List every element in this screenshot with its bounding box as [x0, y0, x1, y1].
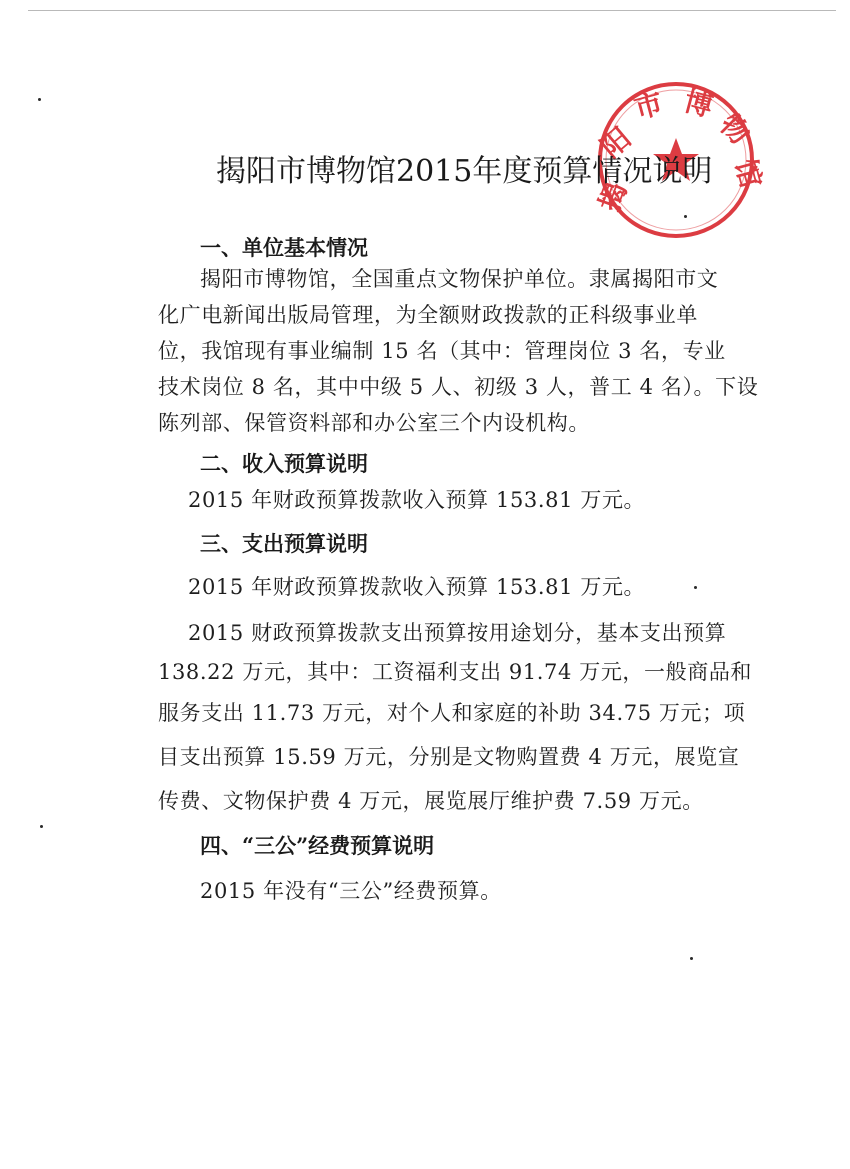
svg-text:馆: 馆 [728, 155, 768, 192]
paragraph-line: 目支出预算 15.59 万元，分别是文物购置费 4 万元，展览宣 [158, 745, 740, 769]
paragraph-line: 传费、文物保护费 4 万元，展览展厅维护费 7.59 万元。 [158, 789, 704, 813]
paragraph-line: 服务支出 11.73 万元，对个人和家庭的补助 34.75 万元；项 [158, 701, 746, 725]
scan-speck [684, 215, 687, 218]
section-heading-basic-info: 一、单位基本情况 [200, 235, 368, 260]
scan-speck [40, 825, 43, 828]
svg-text:物: 物 [713, 107, 757, 151]
svg-text:揭: 揭 [592, 177, 634, 216]
paragraph-line: 138.22 万元，其中：工资福利支出 91.74 万元，一般商品和 [158, 660, 753, 684]
section-heading-three-public: 四、“三公”经费预算说明 [200, 833, 435, 858]
paragraph-line: 2015 年财政预算拨款收入预算 153.81 万元。 [188, 575, 646, 599]
paragraph-line: 位，我馆现有事业编制 15 名（其中：管理岗位 3 名，专业 [158, 339, 726, 363]
section-heading-expenditure: 三、支出预算说明 [200, 531, 368, 556]
svg-text:博: 博 [680, 84, 717, 124]
document-title: 揭阳市博物馆2015年度预算情况说明 [216, 154, 713, 189]
paragraph-line: 2015 年没有“三公”经费预算。 [200, 879, 502, 903]
paragraph-line: 2015 财政预算拨款支出预算按用途划分，基本支出预算 [188, 621, 727, 645]
paragraph-line: 揭阳市博物馆，全国重点文物保护单位。隶属揭阳市文 [200, 267, 719, 291]
section-heading-income: 二、收入预算说明 [200, 451, 368, 476]
paragraph-line: 化广电新闻出版局管理，为全额财政拨款的正科级事业单 [158, 303, 698, 327]
paragraph-line: 2015 年财政预算拨款收入预算 153.81 万元。 [188, 488, 646, 512]
paragraph-line: 陈列部、保管资料部和办公室三个内设机构。 [158, 411, 590, 435]
scan-speck [694, 586, 697, 589]
paragraph-line: 技术岗位 8 名，其中中级 5 人、初级 3 人，普工 4 名）。下设 [158, 375, 759, 399]
scan-page-edge [28, 10, 836, 11]
svg-text:阳: 阳 [594, 121, 638, 165]
svg-text:市: 市 [630, 86, 667, 126]
scan-speck [38, 98, 41, 101]
scan-speck [690, 957, 693, 960]
